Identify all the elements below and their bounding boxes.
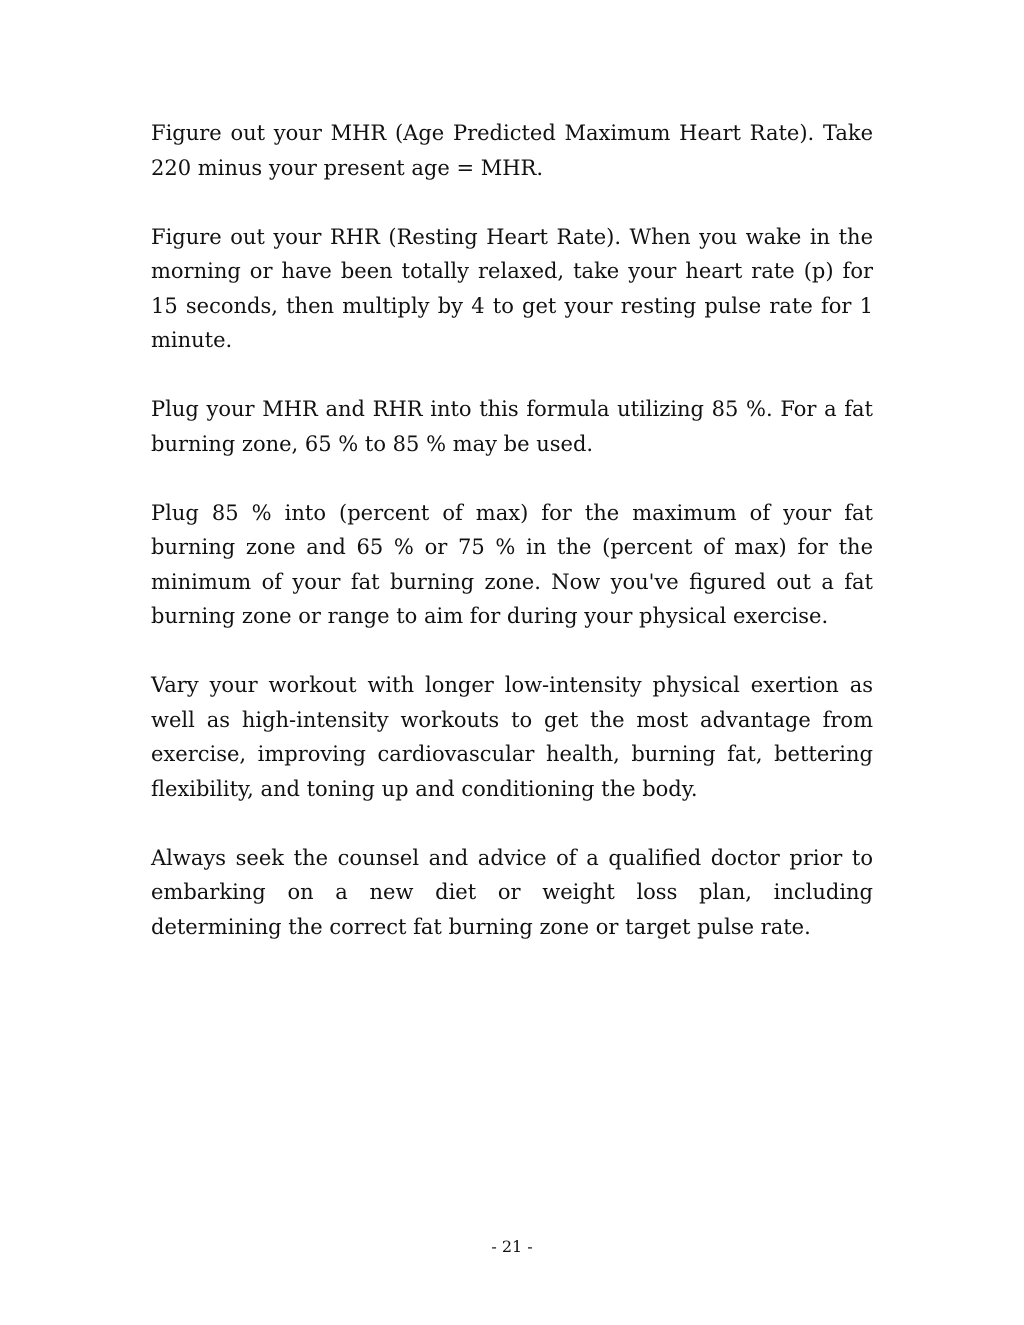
paragraph-rhr: Figure out your RHR (Resting Heart Rate). When you wake in the morning or have been totally relaxed, take your heart rate (p) for 15 seconds, then multiply by 4 to get your resting pulse rate for 1 minute. bbox=[151, 224, 873, 352]
paragraph-vary-workout: Vary your workout with longer low-intensity physical exertion as well as high-intensity workouts to get the most advantage from exercise, improving cardiovascular health, burning fat, bettering flexibility, and toning up and conditioning the body. bbox=[151, 673, 873, 801]
paragraph-percent-of-max: Plug 85 % into (percent of max) for the maximum of your fat burning zone and 65 % or 75 % in the (percent of max) for the minimum of your fat burning zone. Now you've figured out a fat burning zone or range to aim for during your physical exercise. bbox=[151, 500, 873, 628]
paragraph-mhr: Figure out your MHR (Age Predicted Maximum Heart Rate). Take 220 minus your present age = MHR. bbox=[151, 121, 873, 180]
page-number: - 21 - bbox=[491, 1237, 533, 1256]
paragraph-doctor-advice: Always seek the counsel and advice of a qualified doctor prior to embarking on a new diet or weight loss plan, including determining the correct fat burning zone or target pulse rate. bbox=[151, 845, 873, 939]
paragraph-formula: Plug your MHR and RHR into this formula utilizing 85 %. For a fat burning zone, 65 % to 85 % may be used. bbox=[151, 397, 873, 456]
body-text bbox=[151, 116, 873, 979]
